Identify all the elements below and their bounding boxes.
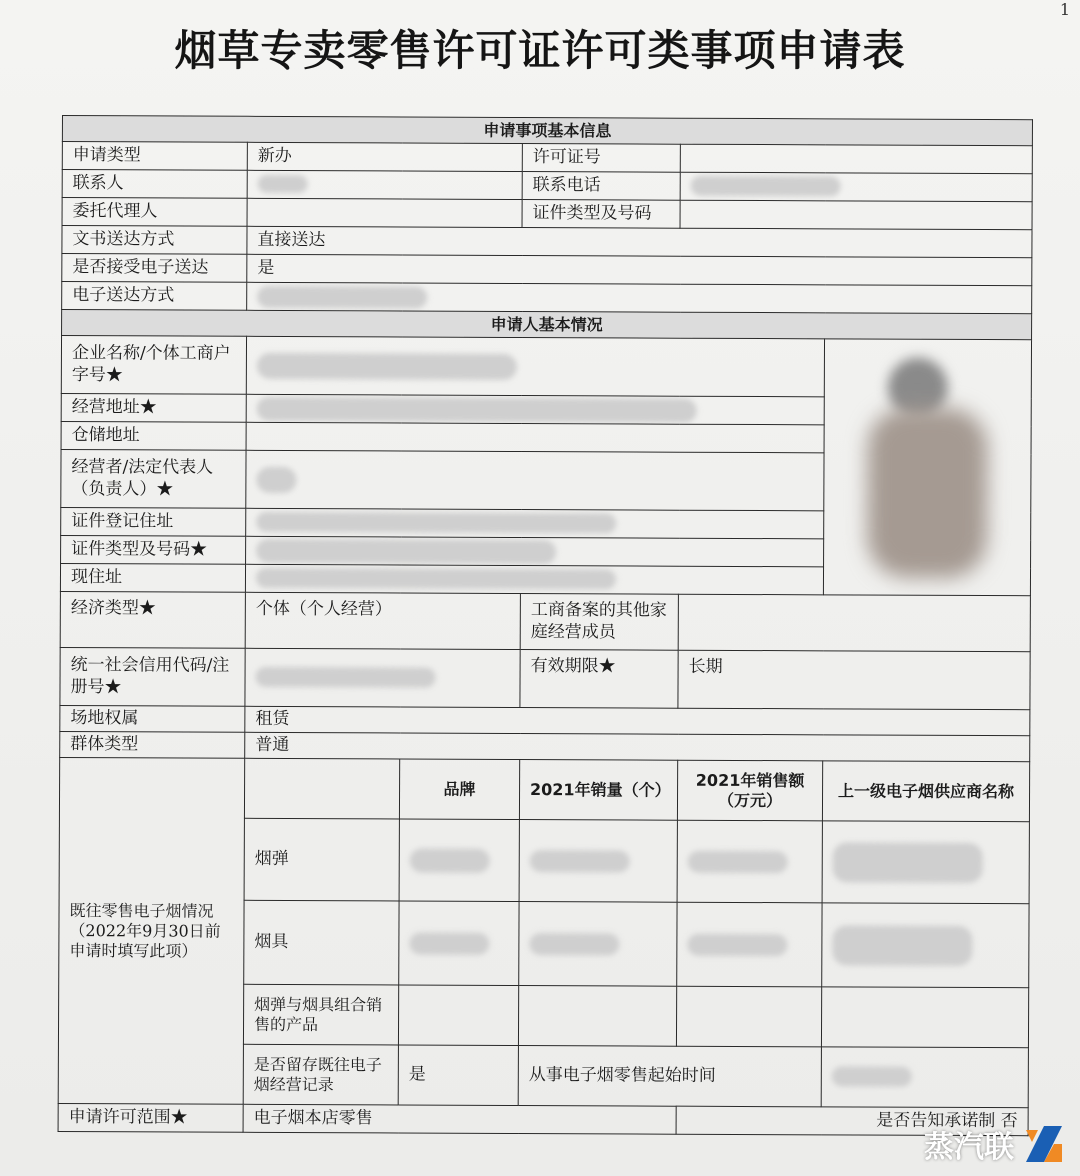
table-row xyxy=(62,254,1032,286)
field-value: 新办 xyxy=(247,142,522,171)
table-row xyxy=(59,757,1029,821)
section-heading-applicant-info: 申请人基本情况 xyxy=(62,310,1032,340)
field-label: 申请许可范围★ xyxy=(58,1103,243,1132)
field-value xyxy=(680,200,1032,230)
redacted-id xyxy=(246,536,824,567)
field-label: 证件登记住址 xyxy=(61,507,246,536)
field-label: 工商备案的其他家庭经营成员 xyxy=(520,594,678,651)
field-label: 现住址 xyxy=(60,563,245,592)
field-label: 经济类型★ xyxy=(60,591,245,648)
table-row xyxy=(60,647,1030,709)
redacted-residence xyxy=(245,564,823,595)
field-value: 个体（个人经营） xyxy=(245,592,520,649)
table-row xyxy=(62,142,1032,174)
watermark-text: 蒸汽联 xyxy=(924,1130,1014,1165)
field-value: 直接送达 xyxy=(247,226,1032,257)
column-header xyxy=(244,758,399,819)
redacted-owner xyxy=(246,450,824,511)
field-label: 电子送达方式 xyxy=(62,282,247,311)
field-value: 是 xyxy=(398,1045,518,1106)
field-label: 证件类型及号码 xyxy=(522,200,680,229)
field-label: 申请类型 xyxy=(62,142,247,171)
column-header: 品牌 xyxy=(399,759,519,820)
page-number: 1 xyxy=(1059,0,1070,19)
table-row xyxy=(62,170,1032,202)
field-label: 群体类型 xyxy=(60,731,245,758)
field-label: 是否接受电子送达 xyxy=(62,254,247,283)
field-label: 证件类型及号码★ xyxy=(61,535,246,564)
table-row xyxy=(62,198,1032,230)
field-value xyxy=(247,198,522,227)
form-title: 烟草专卖零售许可证许可类事项申请表 xyxy=(174,26,906,75)
table-row xyxy=(62,226,1032,258)
column-header: 2021年销量（个） xyxy=(519,760,677,821)
field-value: 普通 xyxy=(245,732,1030,761)
field-label: 经营者/法定代表人（负责人）★ xyxy=(61,449,246,508)
field-label: 统一社会信用代码/注册号★ xyxy=(60,647,245,706)
field-label: 从事电子烟零售起始时间 xyxy=(518,1046,821,1107)
promise-label: 是否告知承诺制 xyxy=(876,1110,996,1131)
section-heading-basic-info: 申请事项基本信息 xyxy=(62,116,1032,146)
field-label: 联系人 xyxy=(62,170,247,199)
brand-logo-icon xyxy=(1022,1122,1066,1166)
promise-value: 否 xyxy=(1000,1110,1018,1132)
field-value: 租赁 xyxy=(245,706,1030,735)
redacted-company xyxy=(246,336,824,397)
column-header: 上一级电子烟供应商名称 xyxy=(822,761,1029,822)
redacted-contact xyxy=(247,170,522,199)
field-label: 经营地址★ xyxy=(61,393,246,422)
table-row xyxy=(61,336,1031,398)
field-label: 委托代理人 xyxy=(62,198,247,227)
redacted-reg-address xyxy=(246,508,824,539)
applicant-photo xyxy=(823,339,1031,596)
table-row xyxy=(60,591,1030,651)
field-label: 有效期限★ xyxy=(520,650,678,709)
row-label: 烟具 xyxy=(244,900,399,985)
field-label: 文书送达方式 xyxy=(62,226,247,255)
field-label: 仓储地址 xyxy=(61,421,246,450)
application-form-table xyxy=(58,115,1033,1136)
field-label: 联系电话 xyxy=(522,172,680,201)
row-label: 烟弹与烟具组合销售的产品 xyxy=(243,984,398,1045)
redacted-credit-code xyxy=(245,648,520,707)
field-label: 许可证号 xyxy=(522,144,680,173)
watermark xyxy=(924,1122,1066,1166)
table-row xyxy=(58,1103,1028,1135)
row-label: 烟弹 xyxy=(244,818,399,901)
redacted-phone xyxy=(680,172,1032,202)
field-value: 长期 xyxy=(678,650,1030,710)
table-row xyxy=(62,282,1032,314)
field-label: 是否留存既往电子烟经营记录 xyxy=(243,1044,398,1105)
field-value: 电子烟本店零售 xyxy=(243,1104,676,1134)
redacted-delivery xyxy=(247,282,1032,313)
redacted-address xyxy=(246,394,824,425)
field-label: 场地权属 xyxy=(60,705,245,732)
field-value: 是 xyxy=(247,254,1032,285)
field-value xyxy=(680,144,1032,174)
field-label: 企业名称/个体工商户字号★ xyxy=(61,336,246,395)
field-label: 既往零售电子烟情况（2022年9月30日前申请时填写此项） xyxy=(58,757,245,1104)
column-header: 2021年销售额（万元） xyxy=(677,760,822,821)
